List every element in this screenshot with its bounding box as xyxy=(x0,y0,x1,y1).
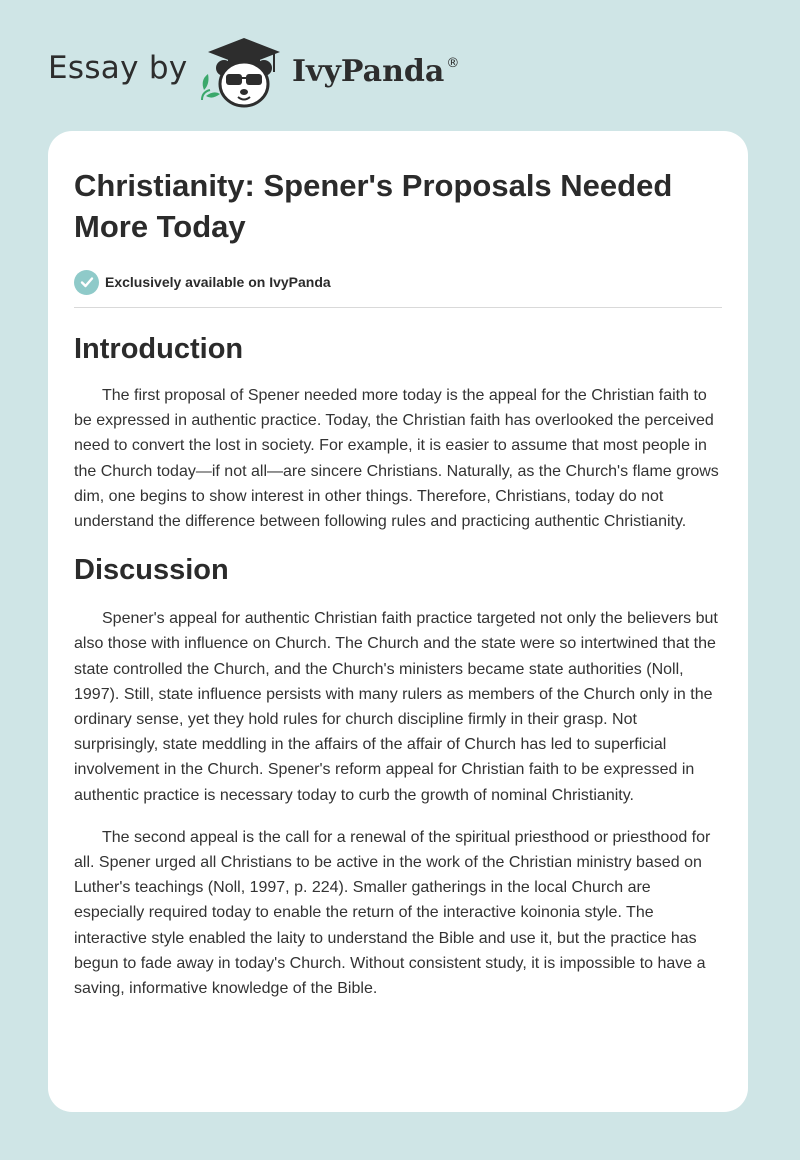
paragraph: The second appeal is the call for a renewal of the spiritual priesthood or priesthood for all. Spener urged all Christians to be active in the work of the Christian ministry based on Luther's teachings (Noll, 1997, p. 224). Smaller gatherings in the local Church are especially required today to enable the return of the interactive koinonia style. The interactive style enabled the laity to understand the Bible and use it, but the practice has begun to fade away in today's Church. Without consistent study, it is impossible to have a saving, informative knowledge of the Bible. xyxy=(74,828,711,998)
article-card xyxy=(48,131,748,1112)
check-icon xyxy=(74,270,99,295)
section-heading-discussion: Discussion xyxy=(74,554,229,587)
registered-mark: ® xyxy=(446,56,460,71)
badge-label: Exclusively available on IvyPanda xyxy=(105,274,331,290)
panda-logo-icon[interactable] xyxy=(198,34,288,108)
paragraph: The first proposal of Spener needed more today is the appeal for the Christian faith to be expressed in authentic practice. Today, the Christian faith has overlooked the perceived need to convert the lost in society. For example, it is easier to assume that most people in the Church today—if not all—are sincere Christians. Naturally, as the Church's flame grows dim, one begins to show interest in other things. Therefore, Christians, today do not understand the difference between following rules and practicing authentic Christianity. xyxy=(74,387,719,531)
divider xyxy=(74,307,722,308)
essay-by-label: Essay by xyxy=(48,50,188,86)
paragraph: Spener's appeal for authentic Christian faith practice targeted not only the believers but also those with influence on Church. The Church and the state were so intertwined that the state controlled the Church, and the Church's ministers became state authorities (Noll, 1997). Still, state influence persists with many rulers as members of the Church only in the ordinary sense, yet they hold rules for church discipline firmly in their grasp. Not surprisingly, state meddling in the affairs of the affair of Church has led to superficial involvement in the Church. Spener's reform appeal for Christian faith to be expressed in authentic practice is necessary today to curb the growth of nominal Christianity. xyxy=(74,610,718,804)
article-title: Christianity: Spener's Proposals Needed More Today xyxy=(74,168,673,244)
section-heading-introduction: Introduction xyxy=(74,333,244,365)
exclusive-badge xyxy=(74,269,722,295)
site-header xyxy=(0,0,800,130)
brand-name[interactable]: IvyPanda ® xyxy=(292,54,460,89)
